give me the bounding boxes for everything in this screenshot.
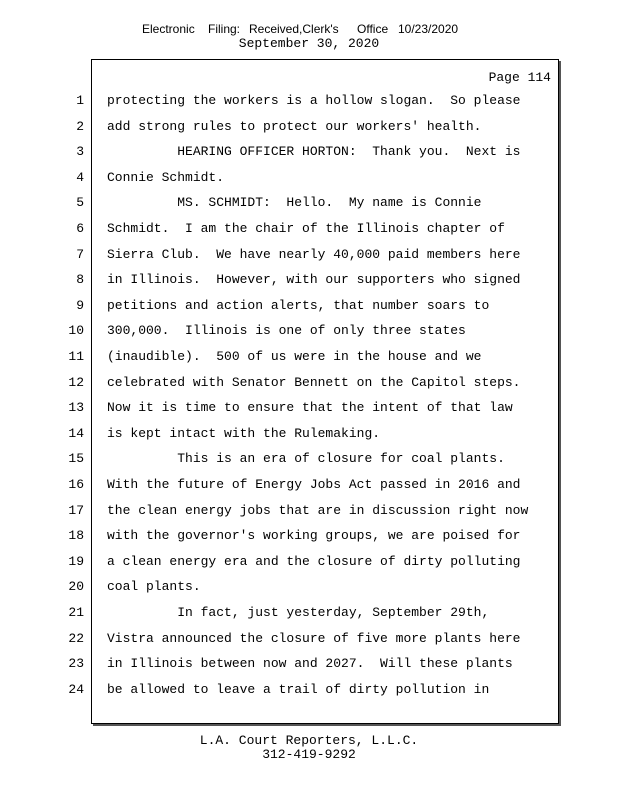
line-number: 1 [76,93,84,108]
line-text: a clean energy era and the closure of dirty polluting [107,553,521,569]
line-text: protecting the workers is a hollow slogan. So please [107,93,521,108]
transcript-date: September 30, 2020 [238,36,380,51]
transcript-line [0,298,618,318]
transcript-line [0,119,618,139]
line-text: (inaudible). 500 of us were in the house and we [107,349,482,364]
transcript-line [0,503,618,523]
transcript-line [0,144,618,164]
line-number: 20 [68,579,84,595]
line-number: 21 [68,605,84,620]
line-number: 23 [68,656,84,672]
transcript-line [0,221,618,241]
filing-date: 10/23/2020 [398,22,459,36]
line-text: This is an era of closure for coal plants. [107,451,505,467]
line-number: 14 [68,425,84,441]
transcript-line [0,400,618,420]
line-text: in Illinois. However, with our supporters who signed [107,272,521,288]
line-number: 9 [76,297,84,313]
line-number: 19 [68,553,84,569]
transcript-line [0,528,618,548]
line-number: 17 [68,502,84,518]
filing-office: Office [357,22,389,36]
transcript-line [0,451,618,471]
line-number: 15 [68,451,84,467]
transcript-line [0,426,618,446]
line-number: 10 [68,323,84,339]
line-number: 4 [76,169,84,185]
transcript-line [0,93,618,113]
line-text: with the governor's working groups, we are poised for [107,528,521,544]
transcript-line [0,195,618,215]
transcript-line [0,631,618,651]
footer-phone: 312-419-9292 [262,747,356,762]
page-number: Page 114 [488,70,551,85]
line-text: HEARING OFFICER HORTON: Thank you. Next is [107,144,521,160]
transcript-line [0,349,618,369]
line-text: Connie Schmidt. [107,169,225,185]
line-number: 22 [68,630,84,646]
line-number: 6 [76,221,84,236]
filing-electronic: Electronic [142,22,195,36]
transcript-line [0,477,618,497]
line-text: Schmidt. I am the chair of the Illinois chapter of [107,221,505,236]
footer-company: L.A. Court Reporters, L.L.C. [199,733,419,748]
line-text: celebrated with Senator Bennett on the Capitol steps. [107,374,521,390]
line-text: Now it is time to ensure that the intent of that law [107,400,513,416]
transcript-line [0,272,618,292]
line-number: 7 [76,246,84,262]
line-text: 300,000. Illinois is one of only three states [107,323,466,339]
filing-label: Filing: [208,22,241,36]
line-text: be allowed to leave a trail of dirty pollution in [107,681,490,697]
transcript-line [0,682,618,702]
line-number: 12 [68,374,84,390]
transcript-line [0,323,618,343]
line-number: 13 [68,400,84,416]
line-text: coal plants. [107,579,201,595]
line-text: Vistra announced the closure of five more plants here [107,630,521,646]
line-text: petitions and action alerts, that number soars to [107,297,490,313]
line-number: 18 [68,528,84,544]
line-text: Sierra Club. We have nearly 40,000 paid members here [107,246,521,262]
line-number: 5 [76,195,84,211]
transcript-line [0,656,618,676]
transcript-line [0,605,618,625]
line-text: MS. SCHMIDT: Hello. My name is Connie [107,195,482,211]
line-text: in Illinois between now and 2027. Will these plants [107,656,513,672]
line-text: add strong rules to protect our workers' health. [107,118,482,134]
line-text: is kept intact with the Rulemaking. [107,425,381,441]
line-number: 8 [76,272,84,288]
line-number: 16 [68,477,84,492]
transcript-line [0,170,618,190]
transcript-line [0,554,618,574]
filing-received: Received,Clerk's [249,22,339,36]
line-text: the clean energy jobs that are in discussion right now [107,502,529,518]
line-number: 24 [68,681,84,697]
transcript-line [0,247,618,267]
line-text: In fact, just yesterday, September 29th, [107,605,490,620]
transcript-line [0,579,618,599]
line-text: With the future of Energy Jobs Act passed in 2016 and [107,477,521,492]
transcript-line [0,375,618,395]
line-number: 2 [76,118,84,134]
line-number: 3 [76,144,84,160]
line-number: 11 [68,349,84,364]
